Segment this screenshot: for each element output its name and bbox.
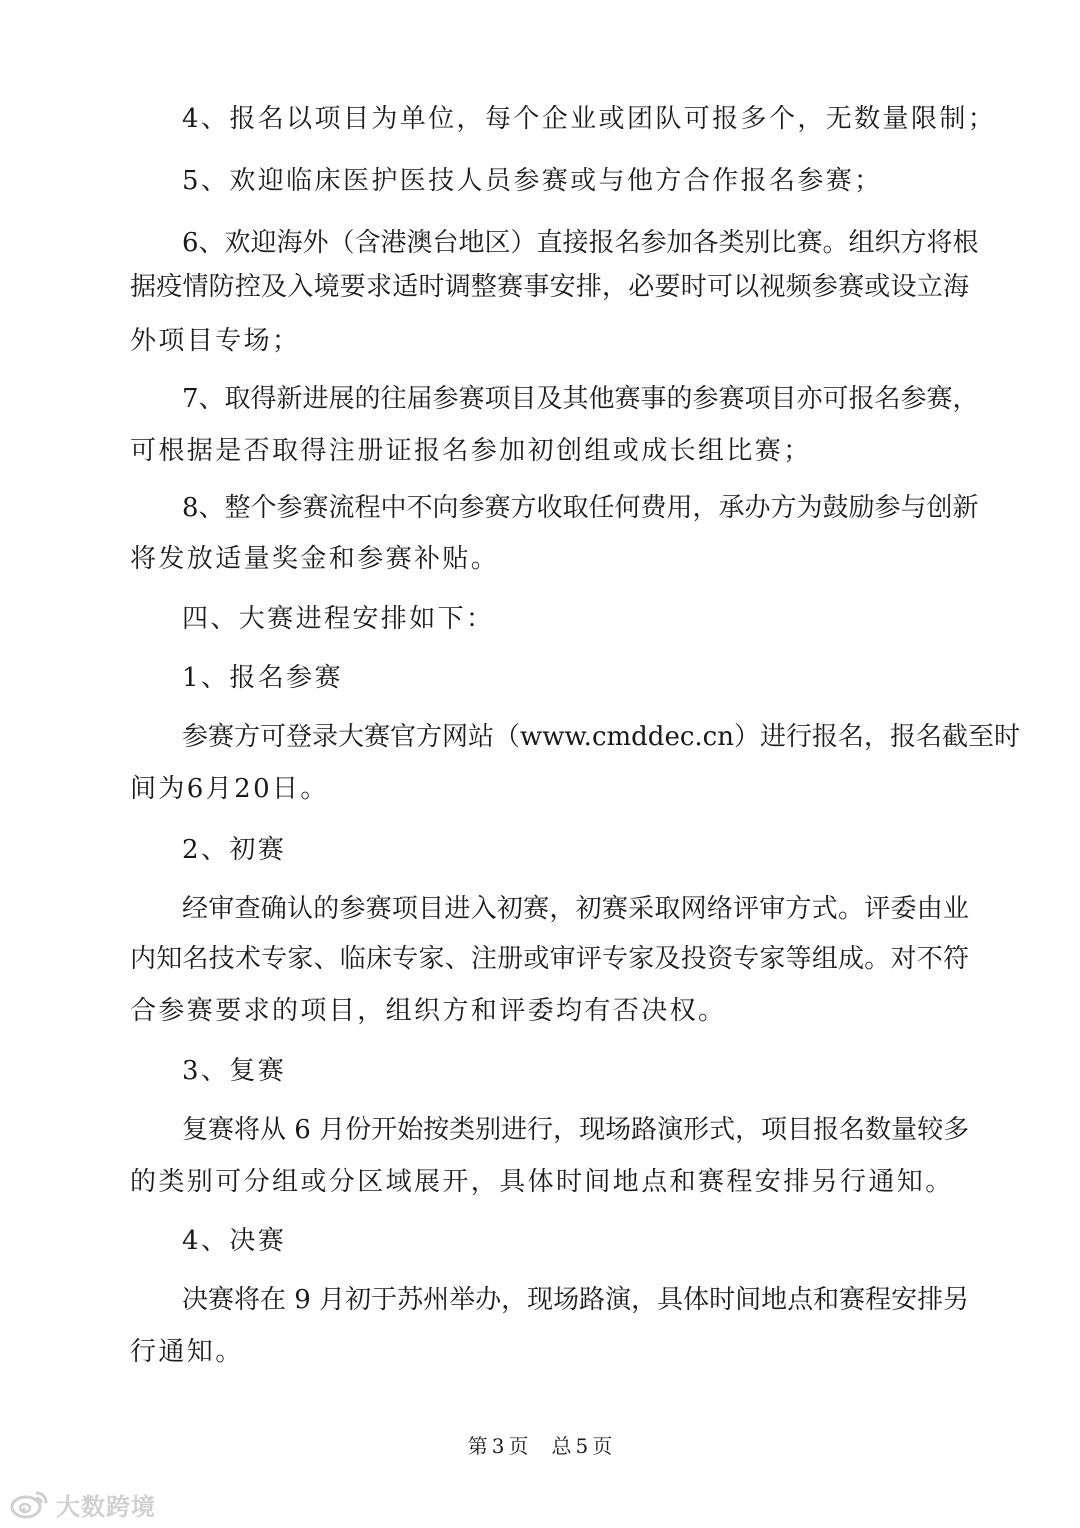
page-footer <box>0 1433 1080 1459</box>
subsection-heading: 4、决赛 <box>182 1226 287 1256</box>
page-total: 5 <box>575 1434 589 1458</box>
paragraph-line: 决赛将在 9 月初于苏州举办，现场路演，具体时间地点和赛程安排另 <box>182 1285 970 1315</box>
paragraph-line: 复赛将从 6 月份开始按类别进行，现场路演形式，项目报名数量较多 <box>182 1115 970 1145</box>
paragraph-line: 内知名技术专家、临床专家、注册或审评专家及投资专家等组成。对不符 <box>130 944 969 974</box>
paragraph-line: 4、报名以项目为单位，每个企业或团队可报多个，无数量限制； <box>182 104 997 134</box>
watermark <box>10 1488 156 1520</box>
paragraph-line: 参赛方可登录大赛官方网站（www.cmddec.cn）进行报名，报名截至时 <box>182 722 1020 752</box>
paragraph-line: 7、取得新进展的往届参赛项目及其他赛事的参赛项目亦可报名参赛， <box>182 384 979 414</box>
paragraph-line: 可根据是否取得注册证报名参加初创组或成长组比赛； <box>130 436 812 466</box>
section-heading: 四、大赛进程安排如下： <box>182 604 495 634</box>
paragraph-line: 合参赛要求的项目，组织方和评委均有否决权。 <box>130 996 727 1026</box>
paragraph-line: 外项目专场； <box>130 326 301 356</box>
paragraph-line: 间为6月20日。 <box>130 774 329 804</box>
page-label-post: 页 <box>592 1434 613 1458</box>
paragraph-line: 经审查确认的参赛项目进入初赛，初赛采取网络评审方式。评委由业 <box>182 894 969 924</box>
paragraph-line: 行通知。 <box>130 1337 244 1367</box>
page-label-pre: 第 <box>467 1434 488 1458</box>
paragraph-line: 的类别可分组或分区域展开，具体时间地点和赛程安排另行通知。 <box>130 1167 954 1197</box>
page-current: 3 <box>491 1434 505 1458</box>
paragraph-line: 5、欢迎临床医护医技人员参赛或与他方合作报名参赛； <box>182 166 883 196</box>
weibo-logo-icon <box>10 1488 50 1520</box>
subsection-heading: 1、报名参赛 <box>182 663 343 693</box>
paragraph-line: 将发放适量奖金和参赛补贴。 <box>130 544 500 574</box>
paragraph-line: 据疫情防控及入境要求适时调整赛事安排，必要时可以视频参赛或设立海 <box>130 272 969 302</box>
watermark-text: 大数跨境 <box>56 1492 156 1521</box>
subsection-heading: 2、初赛 <box>182 835 287 865</box>
paragraph-line: 8、整个参赛流程中不向参赛方收取任何费用，承办方为鼓励参与创新 <box>182 493 979 523</box>
subsection-heading: 3、复赛 <box>182 1056 287 1086</box>
paragraph-line: 6、欢迎海外（含港澳台地区）直接报名参加各类别比赛。组织方将根 <box>182 228 979 258</box>
total-label: 总 <box>551 1434 572 1458</box>
page-label-mid: 页 <box>508 1434 529 1458</box>
